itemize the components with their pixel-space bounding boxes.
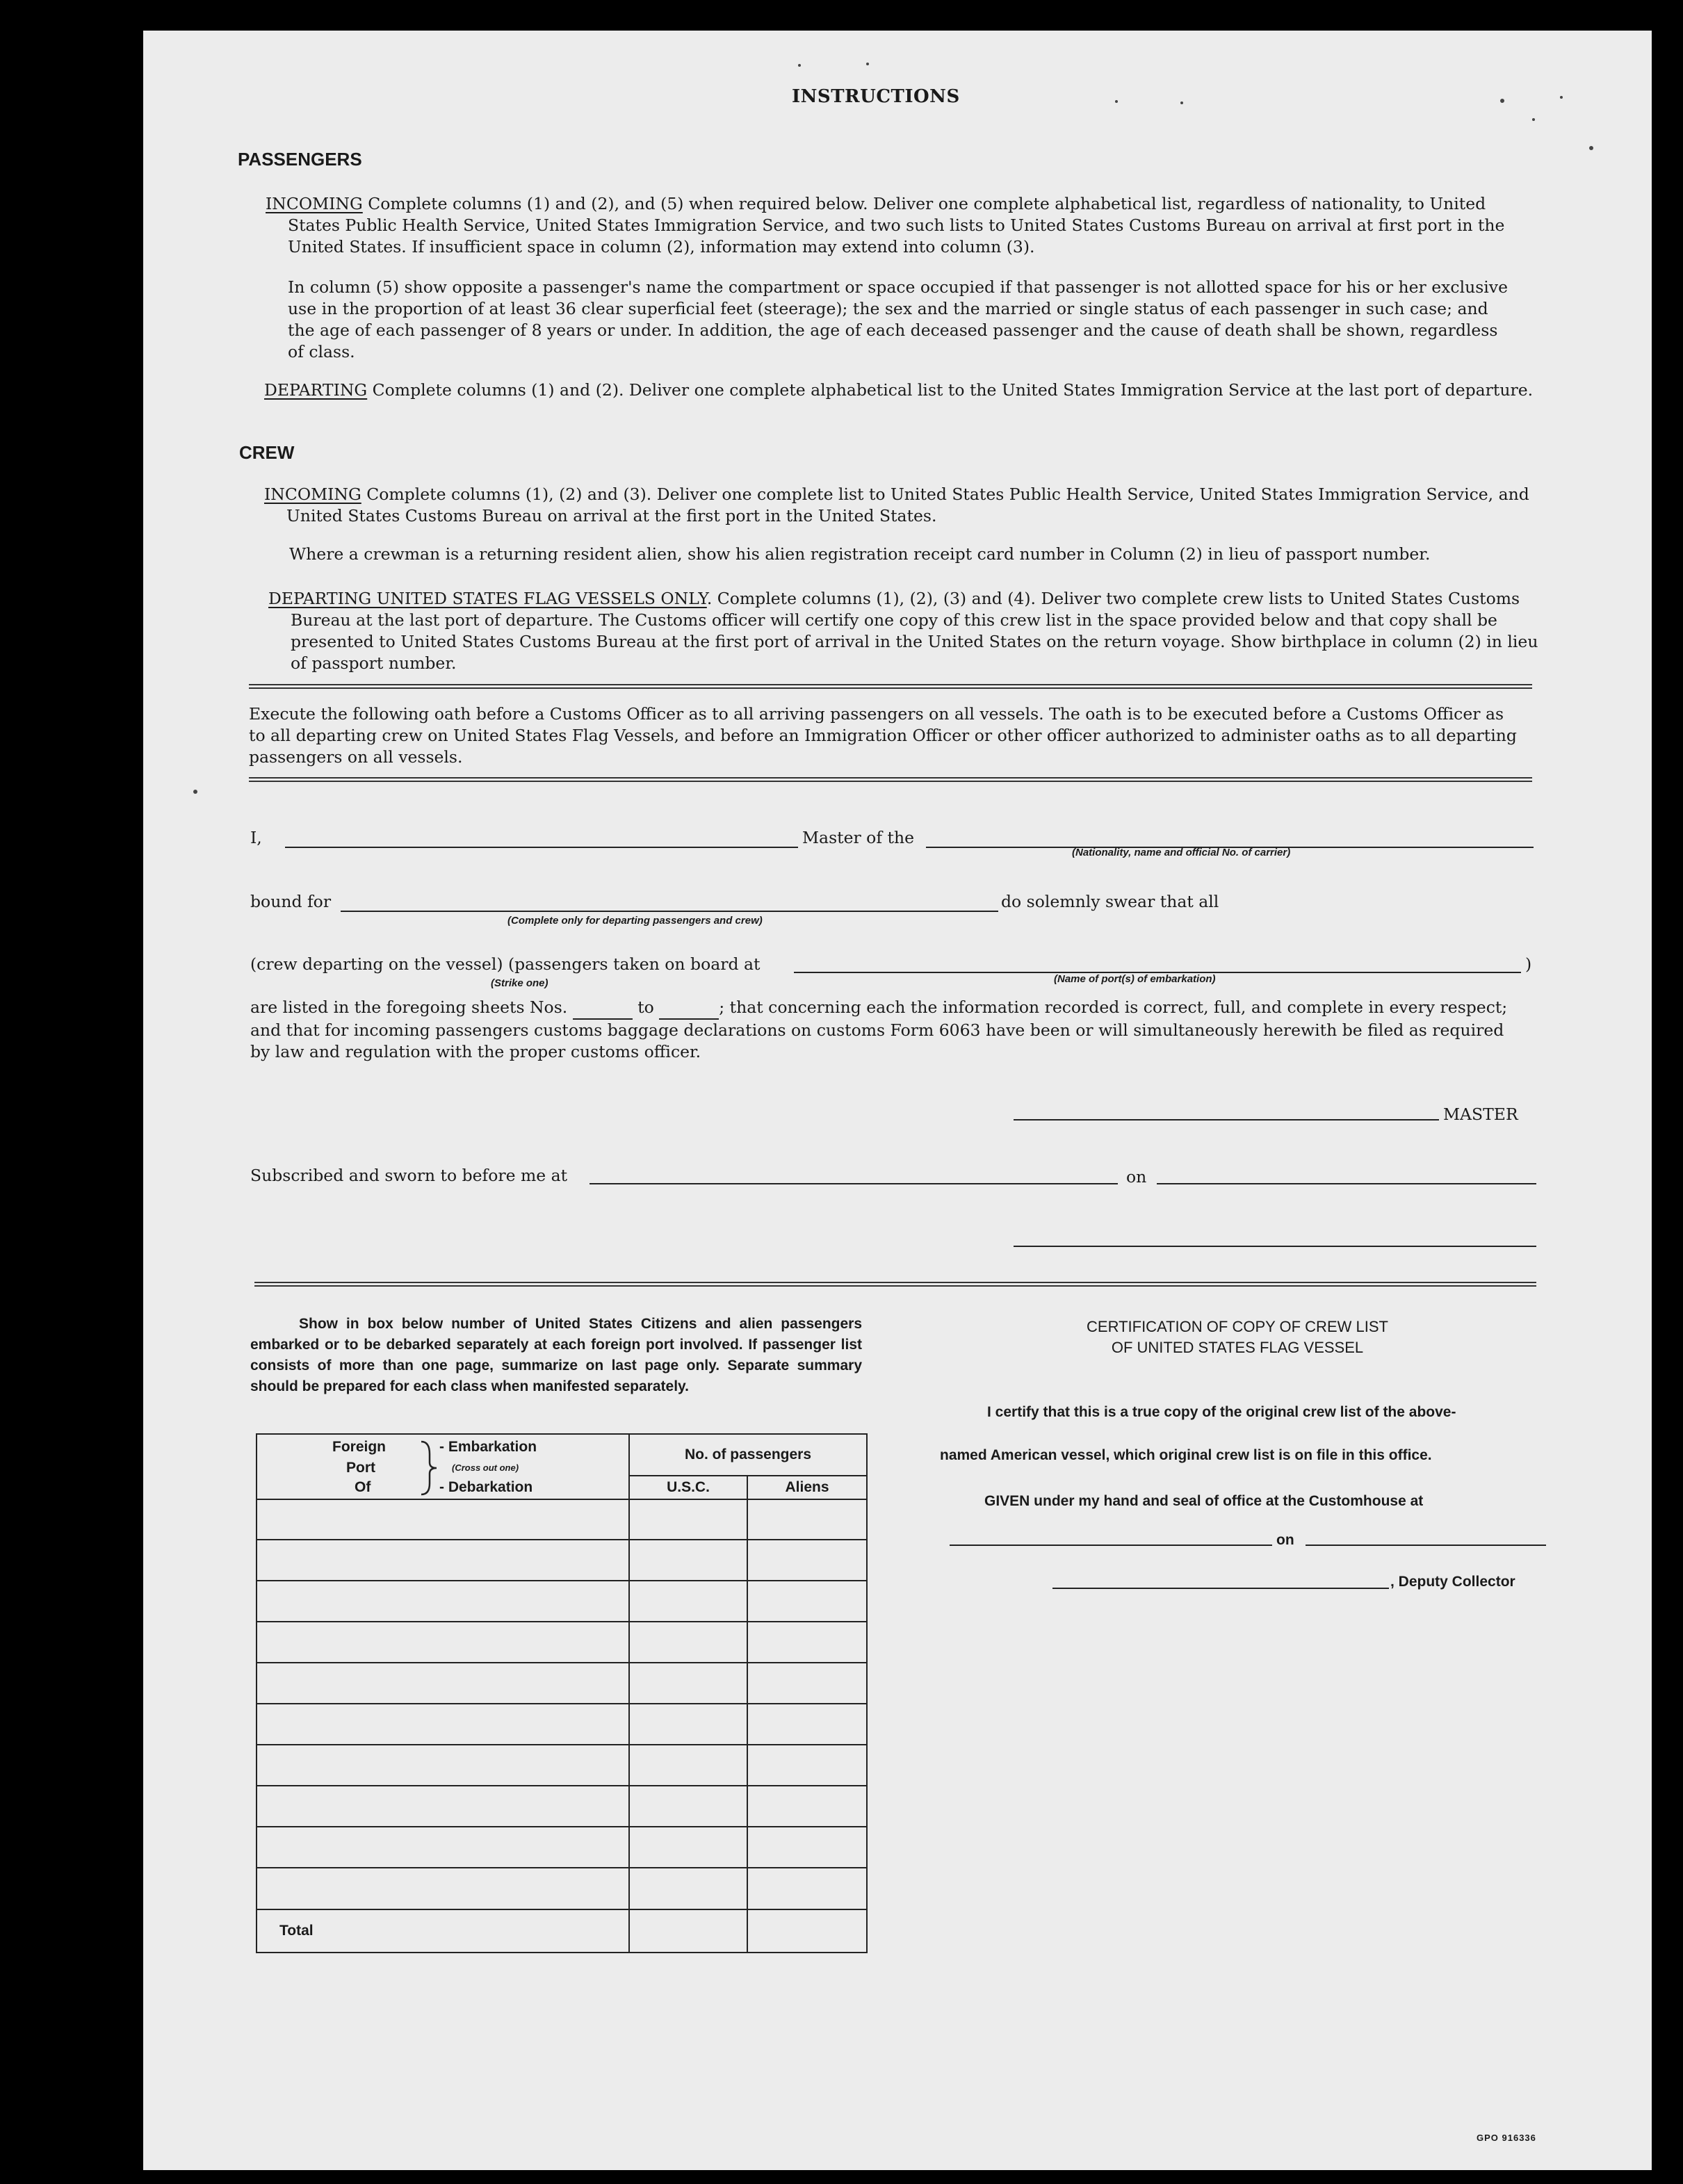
speck	[866, 63, 869, 65]
master-signature-field[interactable]	[1014, 1119, 1439, 1120]
speck	[1115, 100, 1118, 103]
usc-header: U.S.C.	[629, 1476, 747, 1499]
aliens-cell[interactable]	[747, 1868, 867, 1909]
usc-cell[interactable]	[629, 1745, 747, 1786]
of-label: Of	[355, 1479, 371, 1495]
certify-line2: named American vessel, which original crew list is on file in this office.	[940, 1447, 1432, 1463]
port-cell[interactable]	[257, 1581, 629, 1622]
oath-intro-paragraph: Execute the following oath before a Customs Officer as to all arriving passengers on all vessels. The oath is to be executed before a Customs Officer as to all departing crew on United States Flag Vessels, and before an Immigration Officer or other officer authorized to administer oaths as to all departing passengers on all vessels.	[249, 704, 1517, 767]
aliens-cell[interactable]	[747, 1663, 867, 1704]
table-row	[257, 1540, 867, 1581]
passengers-departing-text: Complete columns (1) and (2). Deliver one complete alphabetical list to the United States Immigration Service at the last port of departure.	[367, 380, 1534, 400]
usc-cell[interactable]	[629, 1540, 747, 1581]
passengers-column5-paragraph: In column (5) show opposite a passenger's name the compartment or space occupied if that passenger is not allotted space for his or her exclusive use in the proportion of at least 36 clear superficial feet (steerage); the sex and the married or single status of each passenger in such case; and the age of each passenger of 8 years or under. In addition, the age of each deceased passenger and the cause of death shall be shown, regardless of class.	[288, 277, 1508, 361]
master-of-the-label: Master of the	[802, 828, 914, 847]
speck	[798, 64, 801, 67]
port-cell[interactable]	[257, 1827, 629, 1868]
crew-resident-paragraph: Where a crewman is a returning resident alien, show his alien registration receipt card number in Column (2) in lieu of passport number.	[289, 544, 1431, 564]
listed-to: to	[637, 997, 654, 1017]
sheet-to-field[interactable]	[659, 997, 719, 1020]
certify-on-label: on	[1276, 1532, 1294, 1548]
passengers-incoming-label: INCOMING	[266, 194, 363, 213]
bound-for-label: bound for	[250, 892, 332, 911]
speck	[1560, 96, 1563, 99]
usc-cell[interactable]	[629, 1663, 747, 1704]
usc-total-cell[interactable]	[629, 1909, 747, 1953]
officer-signature-field[interactable]	[1014, 1246, 1536, 1247]
crew-heading: CREW	[239, 442, 295, 463]
table-row	[257, 1868, 867, 1909]
customhouse-field[interactable]	[950, 1545, 1272, 1546]
carrier-caption: (Nationality, name and official No. of carrier)	[1072, 847, 1291, 858]
crew-passengers-label: (crew departing on the vessel) (passengers taken on board at	[250, 954, 761, 974]
passengers-departing-label: DEPARTING	[264, 380, 368, 400]
usc-cell[interactable]	[629, 1786, 747, 1827]
foreign-label: Foreign	[332, 1439, 386, 1455]
table-row	[257, 1704, 867, 1745]
master-name-field[interactable]	[285, 847, 798, 848]
aliens-header: Aliens	[747, 1476, 867, 1499]
table-row	[257, 1827, 867, 1868]
table-row	[257, 1745, 867, 1786]
ports-caption: (Name of port(s) of embarkation)	[1054, 973, 1216, 985]
subscribed-label: Subscribed and sworn to before me at	[250, 1166, 568, 1185]
port-cell[interactable]	[257, 1499, 629, 1540]
sworn-date-field[interactable]	[1157, 1183, 1536, 1184]
no-passengers-header: No. of passengers	[629, 1434, 867, 1476]
page-title: INSTRUCTIONS	[792, 86, 960, 107]
port-cell[interactable]	[257, 1745, 629, 1786]
crew-departing-paragraph	[268, 588, 1539, 674]
speck	[193, 790, 197, 794]
port-cell[interactable]	[257, 1540, 629, 1581]
sheet-from-field[interactable]	[573, 997, 633, 1020]
total-row	[257, 1909, 867, 1953]
table-row	[257, 1499, 867, 1540]
aliens-cell[interactable]	[747, 1540, 867, 1581]
double-rule	[249, 684, 1532, 689]
usc-cell[interactable]	[629, 1581, 747, 1622]
port-cell[interactable]	[257, 1868, 629, 1909]
aliens-cell[interactable]	[747, 1827, 867, 1868]
passengers-heading: PASSENGERS	[238, 149, 362, 170]
usc-cell[interactable]	[629, 1827, 747, 1868]
certification-title	[918, 1317, 1557, 1358]
aliens-cell[interactable]	[747, 1622, 867, 1663]
port-label: Port	[346, 1460, 375, 1476]
aliens-total-cell[interactable]	[747, 1909, 867, 1953]
table-row	[257, 1622, 867, 1663]
passengers-incoming-text: Complete columns (1) and (2), and (5) when required below. Deliver one complete alphabetical list, regardless of nationality, to United States Public Health Service, United States Immigration Service, and two such lists to United States Customs Bureau on arrival at first port in the United States. If insufficient space in column (2), information may extend into column (3).	[288, 194, 1505, 256]
usc-cell[interactable]	[629, 1704, 747, 1745]
aliens-cell[interactable]	[747, 1499, 867, 1540]
deputy-signature-field[interactable]	[1052, 1588, 1389, 1589]
speck	[1589, 146, 1593, 150]
total-label: Total	[257, 1909, 629, 1953]
double-rule	[254, 1282, 1536, 1287]
crew-incoming-label: INCOMING	[264, 484, 361, 504]
cross-out-label: (Cross out one)	[452, 1462, 519, 1473]
port-cell[interactable]	[257, 1704, 629, 1745]
double-rule	[249, 777, 1532, 782]
on-label: on	[1126, 1167, 1147, 1187]
certify-line3: GIVEN under my hand and seal of office at the Customhouse at	[984, 1493, 1424, 1509]
usc-cell[interactable]	[629, 1499, 747, 1540]
port-cell[interactable]	[257, 1663, 629, 1704]
strike-one-caption: (Strike one)	[491, 977, 548, 989]
usc-cell[interactable]	[629, 1622, 747, 1663]
deputy-collector-label: , Deputy Collector	[1390, 1574, 1515, 1590]
brace-icon	[418, 1440, 439, 1496]
master-label: MASTER	[1443, 1105, 1518, 1124]
crew-departing-label: DEPARTING UNITED STATES FLAG VESSELS ONLY	[268, 589, 707, 608]
certification-title-line1: CERTIFICATION OF COPY OF CREW LIST	[1087, 1318, 1388, 1335]
aliens-cell[interactable]	[747, 1786, 867, 1827]
crew-incoming-text: Complete columns (1), (2) and (3). Deliver one complete list to United States Public Health Service, United States Immigration Service, and United States Customs Bureau on arrival at the first port in the United States.	[286, 484, 1529, 525]
sworn-place-field[interactable]	[590, 1183, 1118, 1184]
port-cell[interactable]	[257, 1786, 629, 1827]
oath-i-label: I,	[250, 828, 262, 847]
listed-text-b: ; that concerning each the information recorded is correct, full, and complete in every respect; and that for incoming passengers customs baggage declarations on customs Form 6063 have been or will simultaneously herewith be filed as required by law and regulation with the proper customs officer.	[250, 997, 1508, 1061]
speck	[1500, 99, 1504, 103]
crew-departing-text: . Complete columns (1), (2), (3) and (4). Deliver two complete crew lists to United States Customs Bureau at the last port of departure. The Customs officer will certify one copy of this crew list in the space provided below and that copy shall be presented to United States Customs Bureau at the first port of arrival in the United States on the return voyage. Show birthplace in column (2) in lieu of passport number.	[291, 589, 1538, 673]
aliens-cell[interactable]	[747, 1745, 867, 1786]
debarkation-label: - Debarkation	[439, 1479, 533, 1495]
usc-cell[interactable]	[629, 1868, 747, 1909]
swear-label: do solemnly swear that all	[1001, 892, 1219, 911]
listed-text-a: are listed in the foregoing sheets Nos.	[250, 997, 568, 1017]
embarkation-label: - Embarkation	[439, 1439, 537, 1455]
port-cell[interactable]	[257, 1622, 629, 1663]
bound-for-field[interactable]	[341, 911, 998, 912]
certify-date-field[interactable]	[1306, 1545, 1546, 1546]
passengers-departing-paragraph	[264, 380, 1538, 401]
speck	[1180, 101, 1183, 104]
certification-title-line2: OF UNITED STATES FLAG VESSEL	[1111, 1339, 1364, 1356]
certify-line1: I certify that this is a true copy of the original crew list of the above-	[987, 1404, 1456, 1420]
gpo-number: GPO 916336	[1477, 2133, 1536, 2143]
close-paren: )	[1525, 954, 1532, 974]
crew-incoming-paragraph	[264, 484, 1538, 527]
port-header-cell	[257, 1434, 629, 1499]
summary-intro: Show in box below number of United States Citizens and alien passengers embarked or to be debarked separately at each foreign port involved. If passenger list consists of more than one page, summarize on last page only. Separate summary should be prepared for each class when manifested separately.	[250, 1316, 862, 1394]
aliens-cell[interactable]	[747, 1581, 867, 1622]
aliens-cell[interactable]	[747, 1704, 867, 1745]
table-row	[257, 1663, 867, 1704]
table-row	[257, 1581, 867, 1622]
speck	[1532, 118, 1535, 121]
bound-for-caption: (Complete only for departing passengers and crew)	[507, 915, 763, 927]
table-row	[257, 1786, 867, 1827]
passenger-summary-table	[256, 1433, 868, 1953]
passengers-incoming-paragraph	[266, 193, 1539, 258]
oath-listed-paragraph	[250, 997, 1522, 1063]
